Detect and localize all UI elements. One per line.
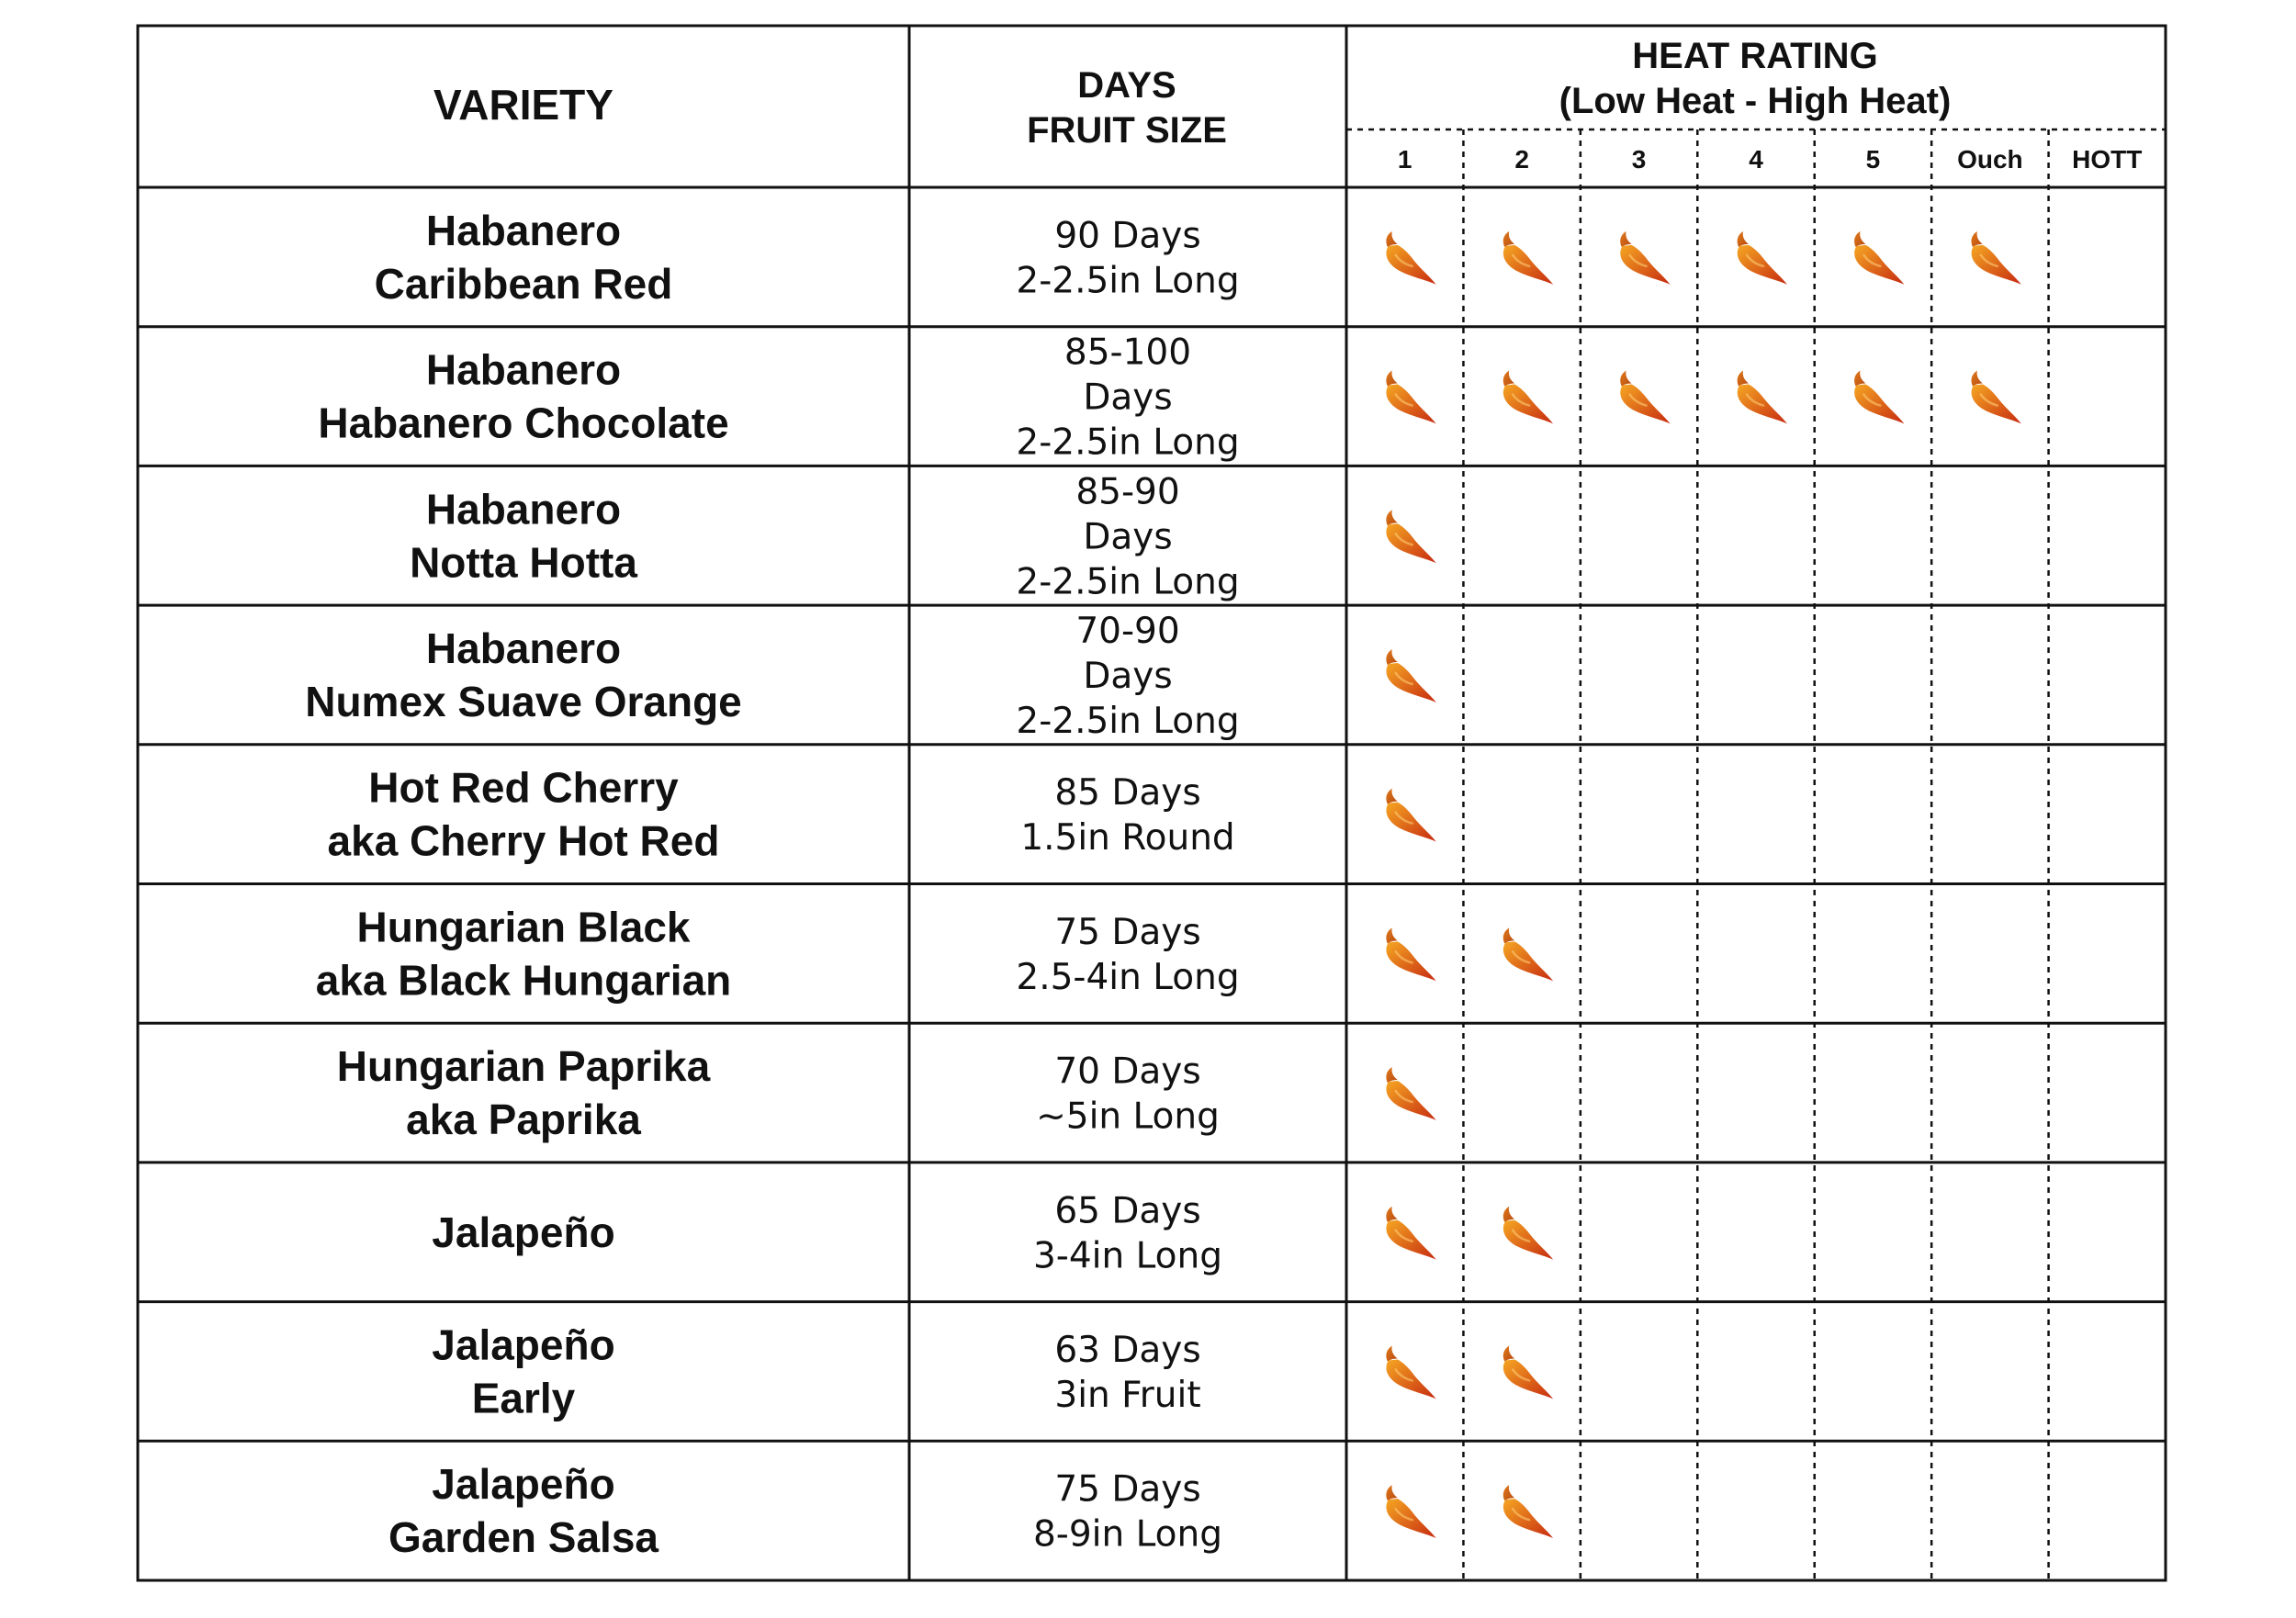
days-fruit-size: 75 Days (1054, 911, 1201, 953)
variety-name: Hungarian Black (356, 903, 691, 951)
days-fruit-size: 8-9in Long (1032, 1513, 1223, 1556)
chili-pepper-icon (1386, 371, 1435, 424)
heat-level-label: 2 (1514, 145, 1529, 174)
chili-pepper-icon (1971, 371, 2020, 424)
days-fruit-size: 2.5-4in Long (1016, 956, 1240, 998)
variety-name: Habanero (425, 624, 622, 672)
days-fruit-size: 85-90 (1075, 471, 1180, 513)
variety-name: aka Cherry Hot Red (327, 816, 720, 865)
chili-pepper-icon (1503, 1485, 1553, 1538)
chili-pepper-icon (1386, 1067, 1435, 1120)
days-fruit-size: Days (1083, 655, 1173, 697)
variety-name: Garden Salsa (388, 1513, 659, 1562)
heat-level-label: HOTT (2072, 145, 2143, 174)
variety-name: Numex Suave Orange (305, 677, 742, 725)
chili-pepper-icon (1386, 231, 1435, 285)
days-fruit-size: 3in Fruit (1054, 1374, 1201, 1416)
table-row (328, 764, 1436, 865)
variety-name: Hot Red Cherry (368, 763, 679, 812)
chili-pepper-icon (1386, 510, 1435, 563)
table-header (433, 36, 1951, 151)
variety-header: VARIETY (433, 81, 613, 129)
chili-pepper-icon (1386, 649, 1435, 702)
variety-name: Habanero Chocolate (318, 399, 729, 447)
variety-name: Jalapeño (432, 1208, 615, 1256)
days-fruit-size: 90 Days (1054, 215, 1201, 257)
chili-pepper-icon (1971, 231, 2020, 285)
days-fruit-size: 3-4in Long (1032, 1235, 1223, 1277)
table-row (410, 471, 1436, 602)
chili-pepper-icon (1854, 231, 1904, 285)
chili-pepper-icon (1503, 1207, 1553, 1260)
heat-level-label: 5 (1865, 145, 1881, 174)
chili-pepper-icon (1386, 1345, 1435, 1399)
days-header: DAYS (1077, 65, 1176, 106)
heat-level-label: Ouch (1957, 145, 2023, 174)
chili-pepper-icon (1503, 371, 1553, 424)
variety-name: Early (471, 1374, 576, 1422)
days-fruit-size: Days (1083, 516, 1173, 558)
heat-level-label: 3 (1631, 145, 1647, 174)
table-row (318, 332, 2021, 464)
chili-pepper-icon (1738, 371, 1787, 424)
chili-pepper-icon (1503, 1345, 1553, 1399)
variety-name: Habanero (425, 345, 622, 394)
table-row (388, 1460, 1553, 1561)
variety-name: aka Black Hungarian (315, 956, 732, 1005)
days-fruit-size: 70-90 (1075, 610, 1180, 652)
heat-level-label: 4 (1749, 145, 1763, 174)
days-fruit-size: 63 Days (1054, 1329, 1201, 1371)
chili-pepper-icon (1620, 231, 1670, 285)
days-fruit-size: ~5in Long (1036, 1096, 1220, 1138)
chili-pepper-icon (1503, 231, 1553, 285)
variety-name: Hungarian Paprika (336, 1042, 711, 1091)
days-fruit-size: 1.5in Round (1020, 817, 1235, 860)
variety-name: Notta Hotta (410, 538, 637, 587)
variety-name: Jalapeño (432, 1460, 615, 1509)
chili-pepper-icon (1386, 927, 1435, 981)
variety-name: aka Paprika (406, 1096, 641, 1144)
variety-name: Jalapeño (432, 1320, 615, 1369)
days-fruit-size: 65 Days (1054, 1190, 1201, 1232)
table-row (375, 207, 2021, 308)
table-row (432, 1320, 1553, 1421)
table-row (316, 903, 1553, 1004)
days-fruit-size: 85 Days (1054, 772, 1201, 815)
table-row (305, 611, 1435, 742)
chili-pepper-icon (1386, 1485, 1435, 1538)
variety-name: Habanero (425, 485, 622, 534)
days-fruit-size: 2-2.5in Long (1016, 700, 1240, 742)
heat-levels (1398, 145, 2142, 174)
days-fruit-size: 70 Days (1054, 1051, 1201, 1093)
chili-pepper-icon (1386, 1207, 1435, 1260)
chili-pepper-icon (1503, 927, 1553, 981)
table-row (432, 1190, 1553, 1276)
variety-name: Habanero (425, 206, 622, 254)
variety-name: Caribbean Red (374, 259, 673, 308)
days-fruit-size: 2-2.5in Long (1016, 421, 1240, 464)
chili-pepper-icon (1620, 371, 1670, 424)
days-fruit-size: Days (1083, 376, 1173, 419)
heat-level-label: 1 (1397, 145, 1412, 174)
days-fruit-size: 2-2.5in Long (1016, 260, 1240, 302)
chili-pepper-icon (1738, 231, 1787, 285)
days-fruit-size: 85-100 (1064, 331, 1192, 374)
days-fruit-size: 2-2.5in Long (1016, 561, 1240, 603)
heat-range-subheader: (Low Heat - High Heat) (1559, 81, 1952, 121)
chili-pepper-icon (1854, 371, 1904, 424)
heat-rating-header: HEAT RATING (1632, 36, 1878, 76)
days-fruit-size: 75 Days (1054, 1468, 1201, 1511)
chili-pepper-icon (1386, 789, 1435, 842)
fruit-size-header: FRUIT SIZE (1027, 110, 1227, 151)
table-row (337, 1042, 1436, 1143)
